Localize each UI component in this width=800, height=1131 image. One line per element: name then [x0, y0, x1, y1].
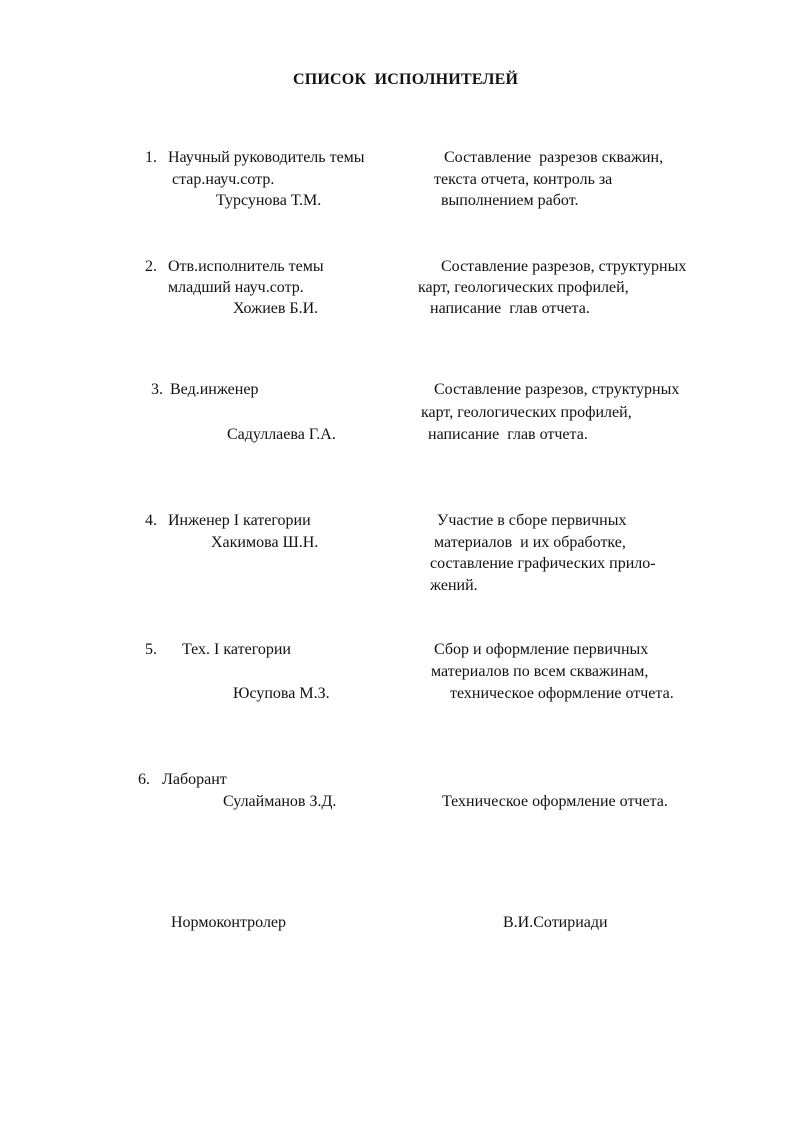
member-number: 5.	[145, 641, 157, 658]
member-role-line: Лаборант	[162, 771, 227, 788]
standards-controller-name: В.И.Сотириади	[503, 914, 608, 931]
member-duty-line: текста отчета, контроль за	[434, 171, 613, 188]
member-duty-line: карт, геологических профилей,	[421, 404, 632, 421]
member-name: Хожиев Б.И.	[233, 300, 319, 317]
member-role-line: Вед.инженер	[170, 381, 259, 398]
page-title: СПИСОК ИСПОЛНИТЕЛЕЙ	[293, 71, 519, 88]
member-name: Садуллаева Г.А.	[227, 426, 336, 443]
member-role-line: Отв.исполнитель темы	[168, 258, 324, 275]
member-name: Юсупова М.З.	[233, 685, 330, 702]
member-role-line: младший науч.сотр.	[168, 279, 304, 296]
member-duty-line: жений.	[430, 577, 478, 594]
member-duty-line: составление графических прило-	[430, 555, 656, 572]
member-role-line: Научный руководитель темы	[168, 149, 365, 166]
standards-controller-label: Нормоконтролер	[171, 914, 287, 931]
member-duty-line: Техническое оформление отчета.	[442, 793, 668, 810]
member-name: Хакимова Ш.Н.	[211, 534, 319, 551]
member-name: Сулайманов З.Д.	[223, 793, 337, 810]
member-duty-line: Составление разрезов, структурных	[434, 381, 680, 398]
member-duty-line: техническое оформление отчета.	[450, 685, 674, 702]
member-role-line: стар.науч.сотр.	[172, 171, 275, 188]
member-number: 1.	[145, 149, 157, 166]
member-duty-line: Сбор и оформление первичных	[434, 641, 649, 658]
member-number: 3.	[151, 381, 163, 398]
member-duty-line: материалов по всем скважинам,	[431, 663, 649, 680]
member-role-line: Тех. I категории	[182, 641, 291, 658]
member-duty-line: написание глав отчета.	[428, 426, 588, 443]
member-number: 4.	[145, 512, 157, 529]
member-name: Турсунова Т.М.	[216, 192, 322, 209]
member-number: 2.	[145, 258, 157, 275]
member-role-line: Инженер I категории	[168, 512, 311, 529]
member-duty-line: материалов и их обработке,	[434, 534, 626, 551]
member-duty-line: выполнением работ.	[441, 192, 579, 209]
member-duty-line: Составление разрезов, структурных	[441, 258, 687, 275]
member-duty-line: Составление разрезов скважин,	[444, 149, 664, 166]
member-duty-line: карт, геологических профилей,	[418, 279, 629, 296]
member-duty-line: написание глав отчета.	[430, 300, 590, 317]
member-duty-line: Участие в сборе первичных	[437, 512, 627, 529]
member-number: 6.	[138, 771, 150, 788]
